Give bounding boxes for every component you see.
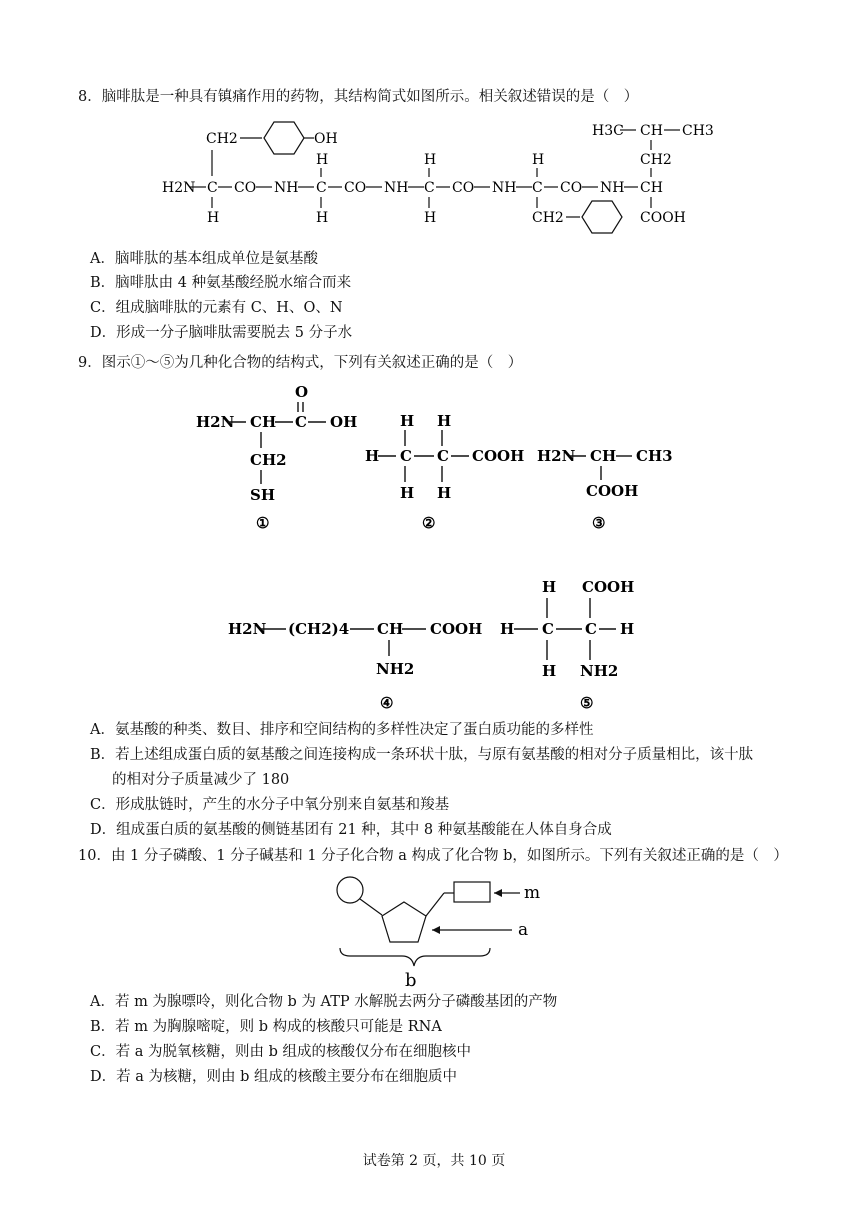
svg-text:H: H [437, 412, 452, 430]
svg-text:H: H [542, 662, 557, 680]
svg-text:COOH: COOH [640, 210, 686, 226]
svg-text:H: H [316, 210, 329, 226]
svg-text:COOH: COOH [430, 620, 483, 638]
q8-h2n: H2N [162, 180, 196, 196]
q8-ch2-top: CH2 [206, 131, 238, 147]
svg-text:COOH: COOH [582, 578, 635, 596]
svg-text:C: C [207, 180, 218, 196]
q8-structure [162, 122, 714, 233]
svg-text:COOH: COOH [472, 447, 525, 465]
q9-option-c: C．形成肽链时，产生的水分子中氧分别来自氨基和羧基 [90, 797, 450, 813]
label-4: ④ [380, 694, 394, 712]
svg-text:CH2: CH2 [532, 210, 564, 226]
svg-text:H: H [532, 152, 545, 168]
base-rectangle [454, 882, 490, 902]
page-footer: 试卷第 2 页，共 10 页 [362, 1153, 506, 1169]
svg-text:COOH: COOH [586, 482, 639, 500]
label-3: ③ [592, 514, 606, 532]
svg-text:CO: CO [234, 180, 257, 196]
svg-text:H: H [424, 210, 437, 226]
svg-text:H: H [424, 152, 437, 168]
svg-text:CH3: CH3 [682, 123, 714, 139]
svg-text:H: H [316, 152, 329, 168]
svg-text:H3C: H3C [592, 123, 624, 139]
pentose-pentagon [382, 902, 426, 942]
svg-text:SH: SH [250, 486, 276, 504]
svg-text:CO: CO [344, 180, 367, 196]
q10-option-c: C．若 a 为脱氧核糖，则由 b 组成的核酸仅分布在细胞核中 [90, 1044, 471, 1060]
label-b: b [405, 970, 417, 991]
svg-text:H: H [500, 620, 515, 638]
svg-text:H: H [400, 484, 415, 502]
svg-text:H: H [207, 210, 220, 226]
svg-text:NH: NH [600, 180, 625, 196]
svg-text:NH: NH [274, 180, 299, 196]
svg-text:C: C [542, 620, 554, 638]
svg-text:CH: CH [377, 620, 404, 638]
svg-text:CH: CH [640, 123, 663, 139]
svg-text:O: O [295, 383, 309, 401]
svg-text:H: H [365, 447, 380, 465]
svg-text:CH: CH [590, 447, 617, 465]
q8-stem: 8．脑啡肽是一种具有镇痛作用的药物，其结构简式如图所示。相关叙述错误的是（ ） [78, 89, 639, 105]
label-5: ⑤ [580, 694, 594, 712]
svg-text:OH: OH [330, 413, 358, 431]
svg-text:H2N: H2N [228, 620, 267, 638]
svg-text:CH: CH [250, 413, 277, 431]
q8-option-c: C．组成脑啡肽的元素有 C、H、O、N [90, 300, 343, 316]
benzene-ring-2 [582, 201, 622, 233]
svg-text:NH: NH [384, 180, 409, 196]
svg-text:NH2: NH2 [580, 662, 619, 680]
label-1: ① [256, 514, 270, 532]
q9-option-a: A．氨基酸的种类、数目、排序和空间结构的多样性决定了蛋白质功能的多样性 [90, 722, 594, 738]
q8-option-d: D．形成一分子脑啡肽需要脱去 5 分子水 [90, 325, 353, 341]
q10-stem: 10．由 1 分子磷酸、1 分子碱基和 1 分子化合物 a 构成了化合物 b，如图所示。下列有关叙述正确的是（ ） [78, 848, 788, 864]
svg-text:NH2: NH2 [376, 660, 415, 678]
svg-text:NH: NH [492, 180, 517, 196]
label-2: ② [422, 514, 436, 532]
svg-text:CO: CO [452, 180, 475, 196]
svg-text:H: H [620, 620, 635, 638]
svg-text:C: C [585, 620, 597, 638]
svg-text:H2N: H2N [196, 413, 235, 431]
q9-option-d: D．组成蛋白质的氨基酸的侧链基团有 21 种，其中 8 种氨基酸能在人体自身合成 [90, 822, 612, 838]
svg-text:CH3: CH3 [636, 447, 673, 465]
q10-diagram [337, 877, 540, 991]
q9-stem: 9．图示①～⑤为几种化合物的结构式，下列有关叙述正确的是（ ） [78, 355, 523, 371]
svg-text:C: C [316, 180, 327, 196]
q9-option-b: B．若上述组成蛋白质的氨基酸之间连接构成一条环状十肽，与原有氨基酸的相对分子质量相比，该十肽 [90, 747, 754, 763]
svg-text:C: C [437, 447, 449, 465]
svg-text:CO: CO [560, 180, 583, 196]
svg-text:(CH2)4: (CH2)4 [288, 620, 350, 638]
svg-text:C: C [532, 180, 543, 196]
q8-option-a: A．脑啡肽的基本组成单位是氨基酸 [90, 251, 318, 267]
q10-option-a: A．若 m 为腺嘌呤，则化合物 b 为 ATP 水解脱去两分子磷酸基团的产物 [90, 994, 558, 1010]
svg-text:CH: CH [640, 180, 663, 196]
label-m: m [524, 883, 541, 903]
q9-option-b-cont: 的相对分子质量减少了 180 [112, 772, 290, 788]
q10-option-b: B．若 m 为胸腺嘧啶，则 b 构成的核酸只可能是 RNA [90, 1019, 442, 1035]
svg-text:H: H [400, 412, 415, 430]
brace [340, 948, 490, 966]
svg-text:H2N: H2N [537, 447, 576, 465]
q8-oh: OH [314, 131, 338, 147]
svg-text:H: H [542, 578, 557, 596]
label-a: a [518, 920, 529, 940]
svg-text:C: C [295, 413, 307, 431]
q10-option-d: D．若 a 为核糖，则由 b 组成的核酸主要分布在细胞质中 [90, 1069, 457, 1085]
benzene-ring-1 [264, 122, 304, 154]
svg-text:CH2: CH2 [640, 152, 672, 168]
svg-text:C: C [400, 447, 412, 465]
svg-text:C: C [424, 180, 435, 196]
q9-structures [196, 383, 673, 712]
svg-text:CH2: CH2 [250, 451, 287, 469]
svg-text:H: H [437, 484, 452, 502]
phosphate-circle [337, 877, 363, 903]
q8-option-b: B．脑啡肽由 4 种氨基酸经脱水缩合而来 [90, 275, 352, 291]
